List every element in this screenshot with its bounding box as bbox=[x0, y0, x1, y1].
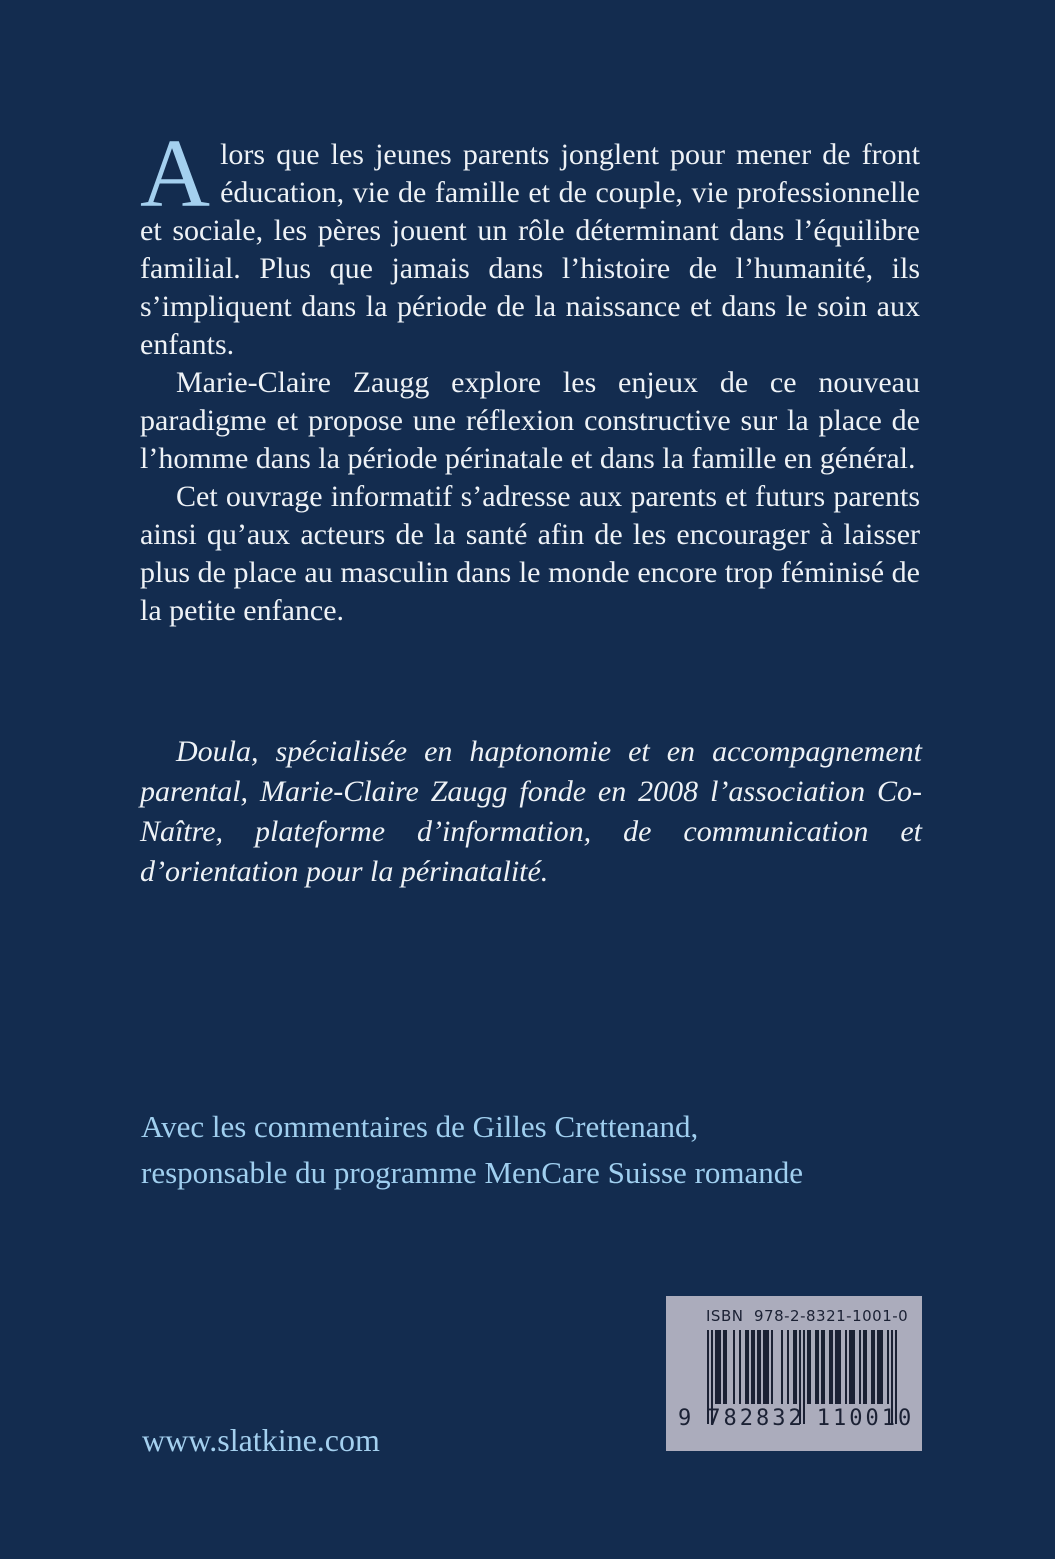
synopsis bbox=[140, 120, 920, 630]
barcode-digit-group: 782832 bbox=[707, 1406, 805, 1431]
synopsis-paragraph-1 bbox=[140, 120, 920, 364]
barcode-digit-group: 110010 bbox=[816, 1406, 915, 1431]
isbn-barcode-panel bbox=[666, 1296, 922, 1451]
synopsis-paragraph-1-text: lors que les jeunes parents jonglent pour mener de front éducation, vie de famille et de couple, vie professionnelle et sociale, les pères jouent un rôle déterminant dans l’équilibre familial. Plus que jamais dans l’histoire de l’humanité, ils s’impliquent dans la période de la naissance et dans le soin aux enfants. bbox=[140, 138, 920, 361]
commentary-note bbox=[141, 1104, 971, 1196]
commentary-line-1: Avec les commentaires de Gilles Crettenand, bbox=[141, 1109, 699, 1144]
synopsis-paragraph-2: Marie-Claire Zaugg explore les enjeux de ce nouveau paradigme et propose une réflexion constructive sur la place de l’homme dans la période périnatale et dans la famille en général. bbox=[140, 366, 920, 475]
isbn-number: ISBN 978-2-8321-1001-0 bbox=[706, 1307, 909, 1325]
synopsis-paragraph-3: Cet ouvrage informatif s’adresse aux parents et futurs parents ainsi qu’aux acteurs de la santé afin de les encourager à laisser plus de place au masculin dans le monde encore trop féminisé de la petite enfance. bbox=[140, 480, 920, 627]
author-bio bbox=[140, 732, 922, 892]
barcode-digits bbox=[678, 1406, 915, 1431]
commentary-line-2: responsable du programme MenCare Suisse romande bbox=[141, 1155, 804, 1190]
drop-cap-letter: A bbox=[140, 120, 211, 227]
publisher-url: www.slatkine.com bbox=[142, 1422, 380, 1458]
author-bio-text: Doula, spécialisée en haptonomie et en accompagnement parental, Marie-Claire Zaugg fonde en 2008 l’association Co-Naître, plateforme d’information, de communication et d’orientation pour la périnatalité. bbox=[140, 735, 922, 888]
barcode-digit-group: 9 bbox=[678, 1406, 692, 1431]
